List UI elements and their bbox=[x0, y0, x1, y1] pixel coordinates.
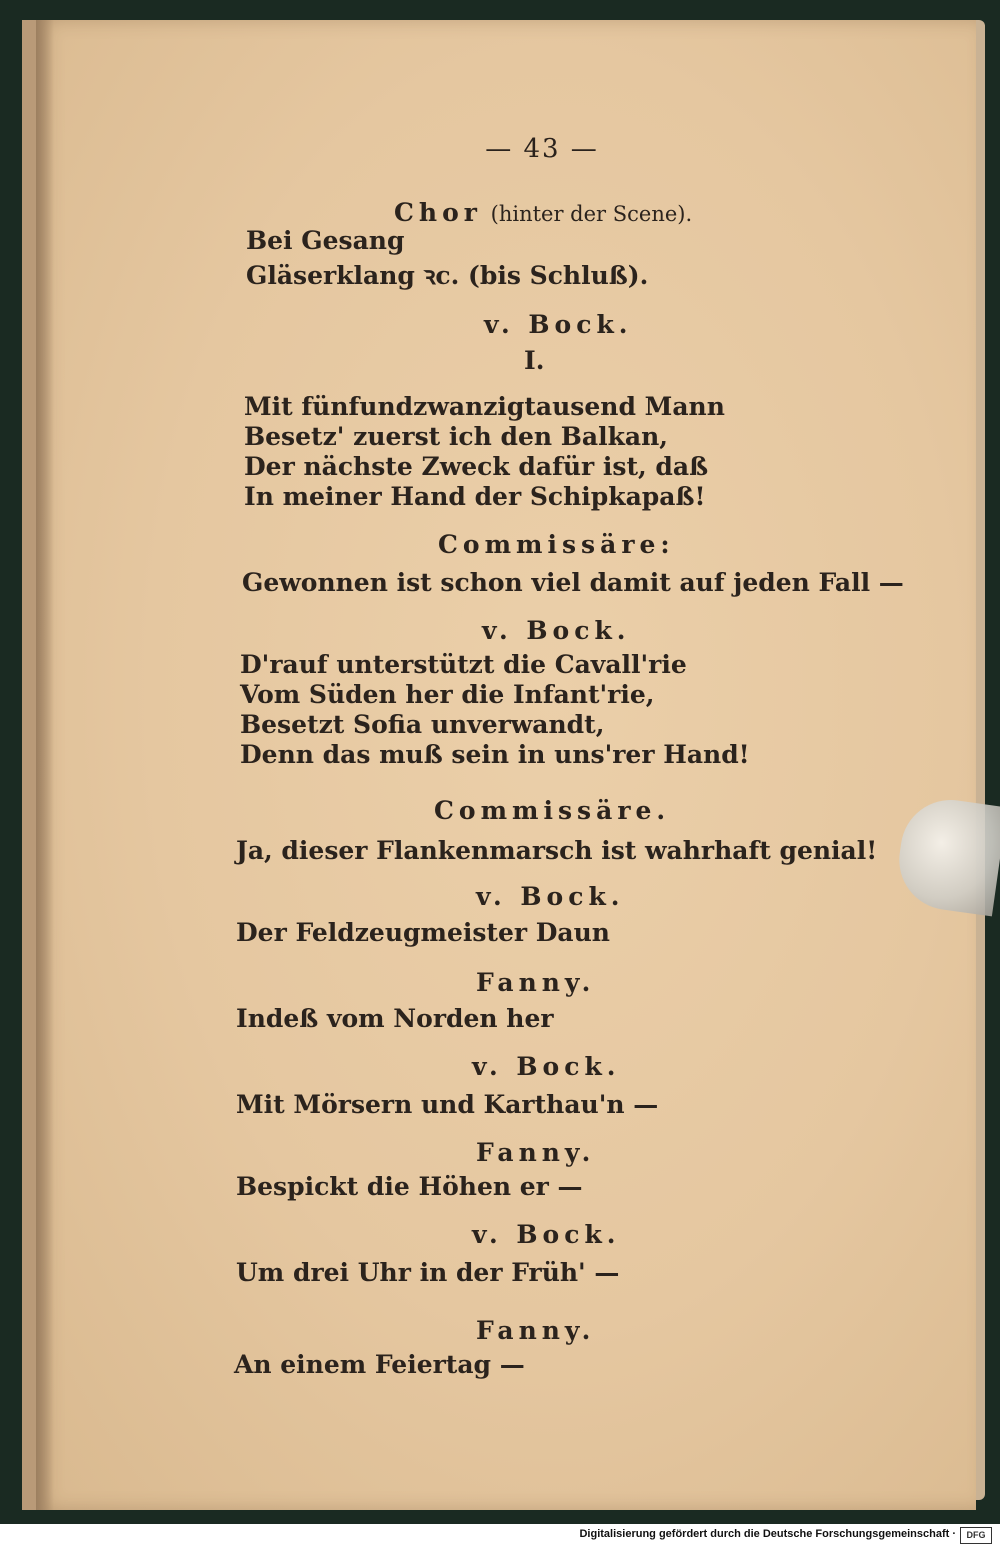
verse-number: I. bbox=[524, 346, 545, 375]
speaker-line: v. Bock. bbox=[484, 310, 633, 339]
text-line: Bespickt die Höhen er — bbox=[236, 1172, 583, 1201]
text-line: Bei Gesang bbox=[246, 226, 405, 255]
dfg-logo: DFG bbox=[960, 1527, 992, 1544]
speaker-line: Commissäre. bbox=[434, 796, 671, 825]
text-line: D'rauf unterstützt die Cavall'rie bbox=[240, 650, 687, 679]
text-line: Besetz' zuerst ich den Balkan, bbox=[244, 422, 668, 451]
speaker-chor: Chor bbox=[394, 198, 482, 227]
speaker-line: Fanny. bbox=[476, 968, 596, 997]
text-line: Ja, dieser Flankenmarsch ist wahrhaft genial! bbox=[236, 836, 878, 865]
text-line: In meiner Hand der Schipkapaß! bbox=[244, 482, 706, 511]
stage-direction: (hinter der Scene). bbox=[490, 202, 693, 226]
speaker-line: v. Bock. bbox=[472, 1220, 621, 1249]
book-page bbox=[22, 20, 976, 1510]
text-line: Denn das muß sein in uns'rer Hand! bbox=[240, 740, 750, 769]
text-line: Mit Mörsern und Karthau'n — bbox=[236, 1090, 659, 1119]
speaker-line: Fanny. bbox=[476, 1138, 596, 1167]
text-line: Vom Süden her die Infant'rie, bbox=[240, 680, 655, 709]
footer-bar bbox=[0, 1524, 1000, 1546]
page-number: — 43 — bbox=[485, 134, 599, 164]
text-line: Gewonnen ist schon viel damit auf jeden Fall — bbox=[242, 568, 904, 597]
page-gutter bbox=[36, 20, 54, 1510]
speaker-line: v. Bock. bbox=[476, 882, 625, 911]
speaker-line: Commissäre: bbox=[438, 530, 675, 559]
speaker-line: v. Bock. bbox=[482, 616, 631, 645]
funding-credit: Digitalisierung gefördert durch die Deutsche Forschungsgemeinschaft · bbox=[579, 1528, 956, 1540]
text-line: Mit fünfundzwanzigtausend Mann bbox=[244, 392, 725, 421]
stage-heading bbox=[394, 198, 692, 227]
speaker-line: v. Bock. bbox=[472, 1052, 621, 1081]
text-line: Der nächste Zweck dafür ist, daß bbox=[244, 452, 709, 481]
text-line: An einem Feiertag — bbox=[234, 1350, 525, 1379]
text-line: Gläserklang ꝛc. (bis Schluß). bbox=[246, 261, 649, 290]
text-line: Besetzt Sofia unverwandt, bbox=[240, 710, 605, 739]
text-line: Der Feldzeugmeister Daun bbox=[236, 918, 610, 947]
text-line: Um drei Uhr in der Früh' — bbox=[236, 1258, 620, 1287]
text-line: Indeß vom Norden her bbox=[236, 1004, 554, 1033]
speaker-line: Fanny. bbox=[476, 1316, 596, 1345]
